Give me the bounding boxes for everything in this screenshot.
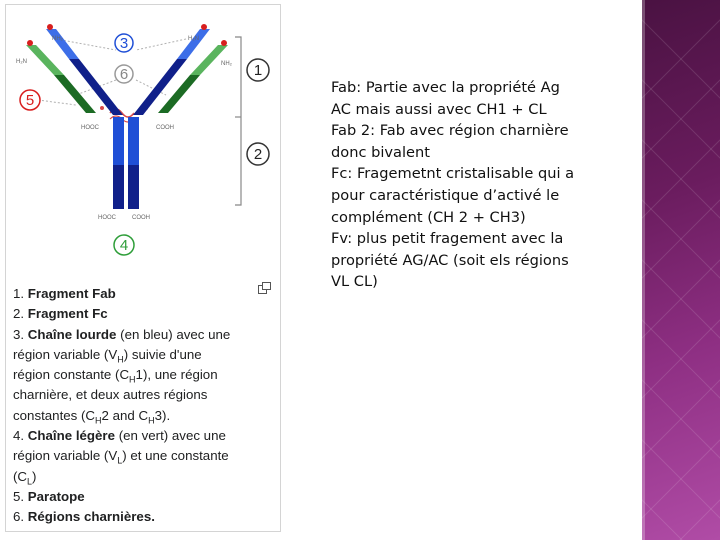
caption-item-4: 4. Chaîne légère (en vert) avec une	[13, 428, 226, 444]
notes-line: propriété AG/AC (soit els régions	[331, 251, 569, 269]
decorative-side-panel	[642, 0, 720, 540]
svg-text:2: 2	[253, 146, 263, 163]
notes-line: Fv: plus petit fragement avec la	[331, 230, 564, 248]
notes-line: Fab: Partie avec la propriété Ag	[331, 79, 560, 96]
notes-line: VL CL)	[331, 273, 378, 291]
label-hooc-left: HOOC	[81, 125, 99, 131]
svg-text:5: 5	[25, 92, 35, 109]
figure-caption	[13, 284, 269, 528]
svg-text:6: 6	[119, 66, 129, 83]
caption-item-6: 6. Régions charnières.	[13, 509, 155, 525]
notes-text	[331, 77, 631, 293]
label-hooc-bottom: HOOC	[98, 215, 116, 221]
caption-item-4-line2: région variable $(V_L)$ et une constante	[13, 448, 229, 467]
label-h2n-left-side: H₂N	[16, 59, 27, 65]
svg-text:3: 3	[119, 35, 129, 52]
marker-4	[114, 235, 134, 255]
caption-item-3-line4: charnière, et deux autres régions	[13, 387, 208, 403]
heavy-chain-fc	[113, 117, 139, 209]
label-h2n-right-top: H₂N	[188, 36, 199, 42]
caption-item-5: 5. Paratope	[13, 488, 85, 504]
marker-2	[247, 143, 269, 165]
notes-line: complément (CH 2 + CH3)	[331, 208, 526, 226]
marker-1	[247, 59, 269, 81]
label-nh2-left-top: NH₂	[52, 36, 63, 42]
label-cooh-bottom: COOH	[132, 215, 150, 221]
svg-text:4: 4	[119, 237, 129, 254]
diamond-pattern	[642, 0, 720, 540]
caption-item-3-line5: constantes ($C_H2$ and $C_H3$).	[13, 407, 171, 426]
marker-3	[115, 34, 133, 52]
caption-item-1: 1. Fragment Fab	[13, 286, 116, 301]
notes-line: Fc: Fragemetnt cristalisable qui a	[331, 165, 575, 183]
label-cooh-right: COOH	[156, 125, 174, 131]
notes-line: Fab 2: Fab avec région charnière	[331, 122, 569, 140]
notes-line: pour caractéristique d’activé le	[331, 186, 560, 204]
antibody-figure-card	[5, 4, 281, 532]
caption-item-2: 2. Fragment Fc	[13, 306, 108, 322]
label-nh2-right-side: NH₂	[221, 61, 232, 67]
caption-item-3-line3: région constante $(C_H1)$, une région	[13, 367, 218, 385]
marker-5	[20, 90, 40, 110]
caption-item-4-line3: $(C_L)$	[13, 468, 37, 487]
notes-line: AC mais aussi avec CH1 + CL	[331, 100, 547, 118]
caption-item-3: 3. Chaîne lourde (en bleu) avec une	[13, 326, 231, 342]
fragment-bracket	[235, 37, 241, 205]
svg-text:1: 1	[253, 62, 263, 79]
marker-6	[115, 65, 133, 83]
caption-item-3-line2: région variable $(V_H)$ suivie d'une	[13, 346, 202, 365]
antibody-diagram	[6, 5, 282, 277]
notes-line: donc bivalent	[331, 143, 431, 161]
